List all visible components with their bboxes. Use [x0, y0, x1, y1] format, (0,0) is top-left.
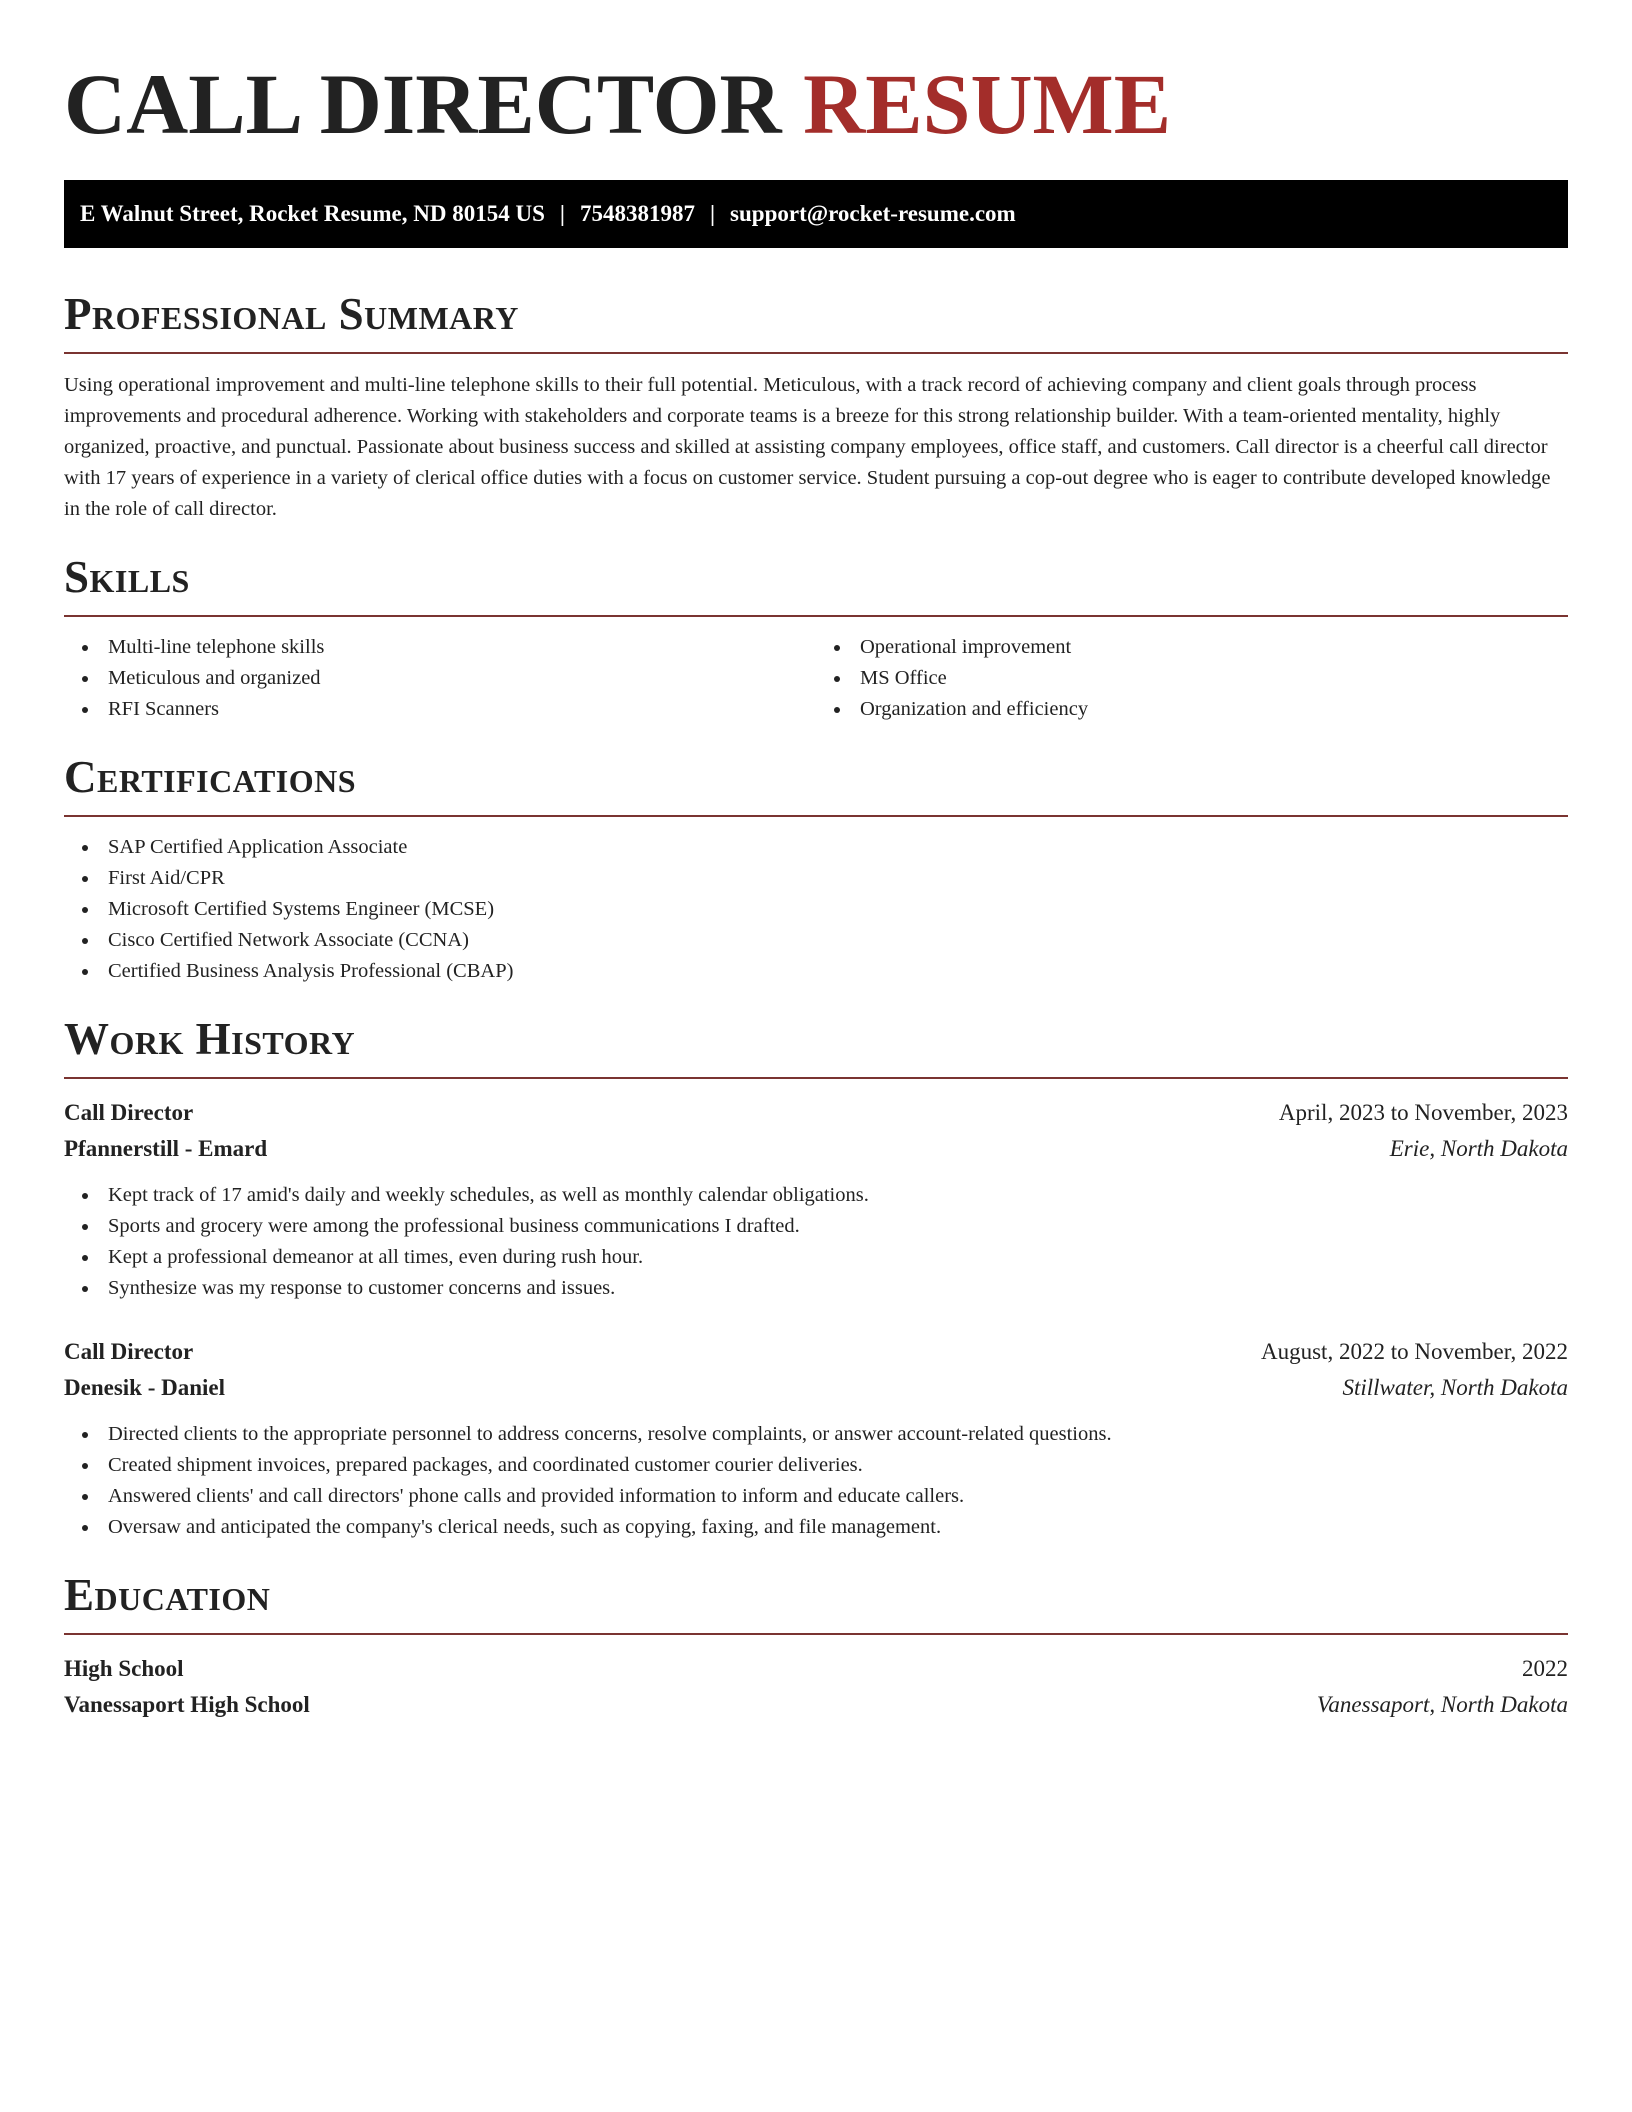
- contact-separator: |: [559, 201, 565, 226]
- contact-address: E Walnut Street, Rocket Resume, ND 80154 US: [80, 201, 545, 226]
- certifications-heading: Certifications: [64, 752, 357, 802]
- list-item: Microsoft Certified Systems Engineer (MCSE): [64, 894, 1568, 925]
- resume-title: [64, 56, 1568, 152]
- list-item: Cisco Certified Network Associate (CCNA): [64, 925, 1568, 956]
- section-divider: [64, 815, 1568, 817]
- education-school: Vanessaport High School: [64, 1692, 310, 1717]
- education-school-row: [64, 1687, 1568, 1723]
- certifications-list: [64, 832, 1568, 987]
- list-item: SAP Certified Application Associate: [64, 832, 1568, 863]
- education-header-row: [64, 1651, 1568, 1687]
- skills-heading: Skills: [64, 552, 190, 602]
- contact-phone: 7548381987: [579, 201, 695, 226]
- list-item: Created shipment invoices, prepared packages, and coordinated customer courier deliveries.: [64, 1450, 1568, 1481]
- skills-column-left: [64, 632, 816, 725]
- job-company: Pfannerstill - Emard: [64, 1136, 268, 1161]
- job-entry: [64, 1095, 1568, 1304]
- skills-list-right: [816, 632, 1568, 725]
- job-header-row: [64, 1095, 1568, 1131]
- education-degree: High School: [64, 1656, 184, 1681]
- job-header-row: [64, 1334, 1568, 1370]
- list-item: Certified Business Analysis Professional (CBAP): [64, 956, 1568, 987]
- summary-section: [64, 288, 1568, 525]
- job-title: Call Director: [64, 1339, 194, 1364]
- contact-email: support@rocket-resume.com: [730, 201, 1016, 226]
- job-dates: August, 2022 to November, 2022: [1261, 1339, 1568, 1364]
- education-entry: [64, 1651, 1568, 1723]
- list-item: Multi-line telephone skills: [64, 632, 816, 663]
- section-divider: [64, 1633, 1568, 1635]
- work-section: [64, 1013, 1568, 1543]
- list-item: Oversaw and anticipated the company's clerical needs, such as copying, faxing, and file management.: [64, 1512, 1568, 1543]
- section-divider: [64, 1077, 1568, 1079]
- list-item: Sports and grocery were among the professional business communications I drafted.: [64, 1211, 1568, 1242]
- contact-separator: |: [709, 201, 716, 226]
- education-year: 2022: [1522, 1656, 1568, 1681]
- skills-section: [64, 551, 1568, 725]
- job-entry: [64, 1334, 1568, 1543]
- work-heading: Work History: [64, 1014, 356, 1064]
- list-item: Synthesize was my response to customer concerns and issues.: [64, 1273, 1568, 1304]
- education-heading: Education: [64, 1570, 271, 1620]
- summary-heading: Professional Summary: [64, 289, 519, 339]
- list-item: MS Office: [816, 663, 1568, 694]
- title-main: CALL DIRECTOR: [64, 56, 782, 152]
- list-item: RFI Scanners: [64, 694, 816, 725]
- job-dates: April, 2023 to November, 2023: [1278, 1100, 1568, 1125]
- list-item: Kept track of 17 amid's daily and weekly schedules, as well as monthly calendar obligations.: [64, 1180, 1568, 1211]
- job-company-row: [64, 1131, 1568, 1167]
- skills-list-left: [64, 632, 816, 725]
- skills-grid: [64, 632, 1568, 725]
- list-item: Directed clients to the appropriate personnel to address concerns, resolve complaints, or answer account-related questions.: [64, 1419, 1568, 1450]
- job-location: Erie, North Dakota: [1389, 1136, 1568, 1161]
- education-section: [64, 1569, 1568, 1723]
- job-company: Denesik - Daniel: [64, 1375, 225, 1400]
- section-divider: [64, 352, 1568, 354]
- section-divider: [64, 615, 1568, 617]
- list-item: Operational improvement: [816, 632, 1568, 663]
- contact-bar: [64, 180, 1568, 248]
- summary-text: Using operational improvement and multi-line telephone skills to their full potential. Meticulous, with a track record of achieving company and client goals through process improvements and procedural adherence. Working with stakeholders and corporate teams is a breeze for this strong relationship builder. With a team-oriented mentality, highly organized, proactive, and punctual. Passionate about business success and skilled at assisting company employees, office staff, and customers. Call director is a cheerful call director with 17 years of experience in a variety of clerical office duties with a focus on customer service. Student pursuing a cop-out degree who is eager to contribute developed knowledge in the role of call director.: [64, 374, 1551, 520]
- title-accent: RESUME: [803, 56, 1172, 152]
- list-item: Organization and efficiency: [816, 694, 1568, 725]
- job-bullets: [64, 1419, 1568, 1543]
- list-item: Kept a professional demeanor at all times, even during rush hour.: [64, 1242, 1568, 1273]
- list-item: Meticulous and organized: [64, 663, 816, 694]
- job-bullets: [64, 1180, 1568, 1304]
- job-location: Stillwater, North Dakota: [1342, 1375, 1568, 1400]
- job-title: Call Director: [64, 1100, 194, 1125]
- education-location: Vanessaport, North Dakota: [1316, 1692, 1568, 1717]
- skills-column-right: [816, 632, 1568, 725]
- list-item: First Aid/CPR: [64, 863, 1568, 894]
- certifications-section: [64, 751, 1568, 987]
- list-item: Answered clients' and call directors' phone calls and provided information to inform and educate callers.: [64, 1481, 1568, 1512]
- job-company-row: [64, 1370, 1568, 1406]
